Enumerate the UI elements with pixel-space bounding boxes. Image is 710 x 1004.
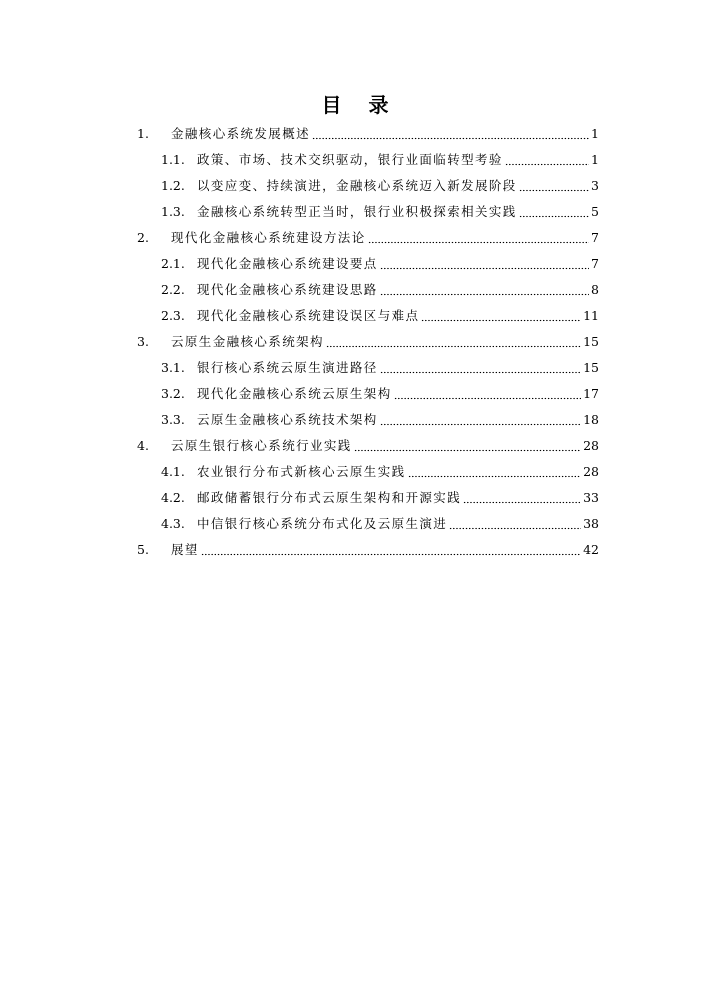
toc-label: 政策、市场、技术交织驱动，银行业面临转型考验 [197,152,503,167]
toc-number: 3.2. [161,386,185,401]
toc-entry-1-2[interactable] [161,173,599,199]
toc-number: 4. [137,438,149,453]
toc-number: 3.3. [161,412,185,427]
dot-leader [368,225,589,251]
toc-number: 1.3. [161,204,185,219]
toc-page-number: 38 [583,516,599,531]
toc-label: 展望 [171,542,199,557]
toc-page-number: 7 [591,230,599,245]
toc-page-number: 8 [591,282,599,297]
toc-page-number: 33 [583,490,599,505]
dot-leader [449,511,581,537]
dot-leader [421,303,581,329]
toc-number: 3. [137,334,149,349]
toc-label: 现代化金融核心系统云原生架构 [197,386,392,401]
toc-label: 现代化金融核心系统建设方法论 [171,230,366,245]
toc-number: 1.1. [161,152,185,167]
toc-label: 以变应变、持续演进，金融核心系统迈入新发展阶段 [197,178,517,193]
toc-page-number: 7 [591,256,599,271]
toc-label: 邮政储蓄银行分布式云原生架构和开源实践 [197,490,462,505]
toc-number: 2.1. [161,256,185,271]
toc-entry-4-3[interactable] [161,511,599,537]
dot-leader [519,173,589,199]
toc-label: 现代化金融核心系统建设思路 [197,282,378,297]
dot-leader [380,277,589,303]
dot-leader [354,433,581,459]
toc-label: 云原生金融核心系统技术架构 [197,412,378,427]
toc-page-number: 11 [583,308,599,323]
toc-number: 3.1. [161,360,185,375]
toc-page-number: 17 [583,386,599,401]
toc-entry-3-1[interactable] [161,355,599,381]
toc-entry-2[interactable] [137,225,599,251]
toc-entry-3-3[interactable] [161,407,599,433]
toc-label: 金融核心系统发展概述 [171,126,311,141]
toc-label: 现代化金融核心系统建设要点 [197,256,378,271]
dot-leader [463,485,581,511]
toc-page-number: 18 [583,412,599,427]
toc-page-number: 15 [583,360,599,375]
toc-page-number: 1 [591,126,599,141]
toc-entry-4[interactable] [137,433,599,459]
toc-entry-3[interactable] [137,329,599,355]
toc-page-number: 15 [583,334,599,349]
toc-entry-1[interactable] [137,121,599,147]
toc-entry-4-2[interactable] [161,485,599,511]
toc-entry-1-1[interactable] [161,147,599,173]
toc-entry-5[interactable] [137,537,599,563]
toc-entry-2-3[interactable] [161,303,599,329]
toc-number: 1. [137,126,149,141]
toc-page-number: 28 [583,464,599,479]
toc-number: 2. [137,230,149,245]
toc-label: 银行核心系统云原生演进路径 [197,360,378,375]
toc-number: 4.1. [161,464,185,479]
toc-number: 2.2. [161,282,185,297]
toc-number: 4.2. [161,490,185,505]
toc-label: 农业银行分布式新核心云原生实践 [197,464,406,479]
toc-entry-1-3[interactable] [161,199,599,225]
toc-label: 现代化金融核心系统建设误区与难点 [197,308,420,323]
dot-leader [505,147,589,173]
dot-leader [408,459,582,485]
toc-entry-2-2[interactable] [161,277,599,303]
toc-page-number: 28 [583,438,599,453]
toc-label: 金融核心系统转型正当时，银行业积极探索相关实践 [197,204,517,219]
toc-label: 云原生金融核心系统架构 [171,334,324,349]
toc-entry-4-1[interactable] [161,459,599,485]
dot-leader [380,355,581,381]
toc-label: 云原生银行核心系统行业实践 [171,438,352,453]
page-title: 目 录 [321,93,399,117]
toc-number: 5. [137,542,149,557]
toc-number: 1.2. [161,178,185,193]
dot-leader [201,537,581,563]
toc-page-number: 3 [591,178,599,193]
dot-leader [394,381,581,407]
dot-leader [380,251,589,277]
toc-number: 2.3. [161,308,185,323]
dot-leader [326,329,581,355]
dot-leader [519,199,589,225]
toc-entry-3-2[interactable] [161,381,599,407]
dot-leader [380,407,581,433]
toc-page-number: 1 [591,152,599,167]
dot-leader [312,121,589,147]
toc-number: 4.3. [161,516,185,531]
toc-page-number: 5 [591,204,599,219]
toc-page-number: 42 [583,542,599,557]
toc-label: 中信银行核心系统分布式化及云原生演进 [197,516,448,531]
toc-entry-2-1[interactable] [161,251,599,277]
